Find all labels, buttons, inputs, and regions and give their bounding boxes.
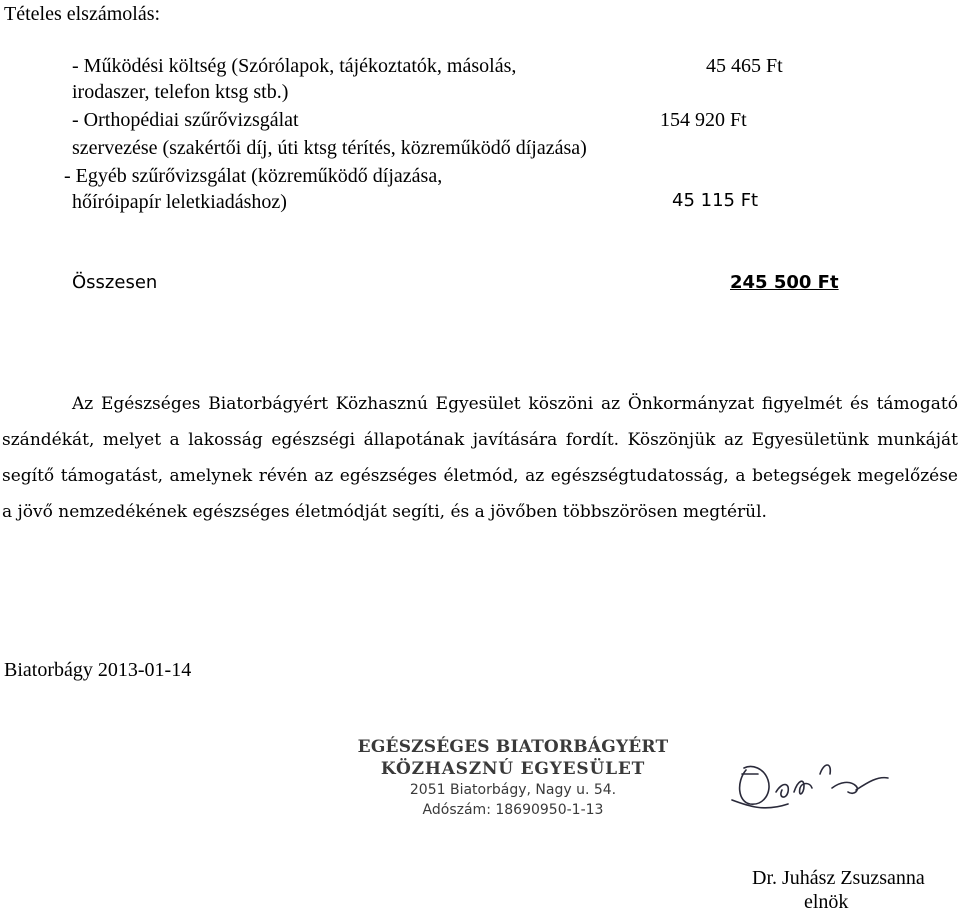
stamp-line-1: EGÉSZSÉGES BIATORBÁGYÉRT	[357, 737, 669, 757]
stamp-line-4: Adószám: 18690950-1-13	[422, 802, 604, 818]
item-2-line1: - Orthopédiai szűrővizsgálat	[72, 109, 299, 131]
item-3-line1: - Egyéb szűrővizsgálat (közreműködő díjazása,	[64, 165, 443, 187]
organization-stamp	[348, 736, 678, 820]
signatory-title: elnök	[804, 891, 849, 913]
heading: Tételes elszámolás:	[4, 3, 161, 25]
item-3-amount: 45 115 Ft	[672, 190, 759, 211]
handwritten-signature	[728, 752, 918, 824]
item-2-amount: 154 920 Ft	[660, 109, 747, 131]
item-1-amount: 45 465 Ft	[706, 55, 783, 77]
item-3-line2: hőíróipapír leletkiadáshoz)	[72, 191, 287, 213]
total-amount: 245 500 Ft	[730, 272, 839, 293]
total-label: Összesen	[72, 272, 158, 293]
item-2-line2: szervezése (szakértői díj, úti ktsg térítés, közreműködő díjazása)	[72, 137, 587, 159]
thanks-paragraph	[2, 386, 958, 530]
stamp-line-2: KÖZHASZNÚ EGYESÜLET	[380, 759, 646, 779]
item-1-line1: - Működési költség (Szórólapok, tájékoztatók, másolás,	[72, 55, 517, 77]
stamp-line-3: 2051 Biatorbágy, Nagy u. 54.	[409, 782, 617, 798]
date: Biatorbágy 2013-01-14	[4, 659, 192, 681]
thanks-paragraph-text: Az Egészséges Biatorbágyért Közhasznú Egyesület köszöni az Önkormányzat figyelmét és támogató szándékát, melyet a lakosság egészségi állapotának javítására fordít. Köszönjük az Egyesületünk munkáját segítő támogatást, amelynek révén az egészséges életmód, az egészségtudatosság, a betegségek megelőzése a jövő nemzedékének egészséges életmódját segíti, és a jövőben többszörösen megtérül.	[2, 394, 958, 522]
item-1-line2: irodaszer, telefon ktsg stb.)	[72, 81, 289, 103]
signatory-name: Dr. Juhász Zsuzsanna	[752, 867, 925, 889]
